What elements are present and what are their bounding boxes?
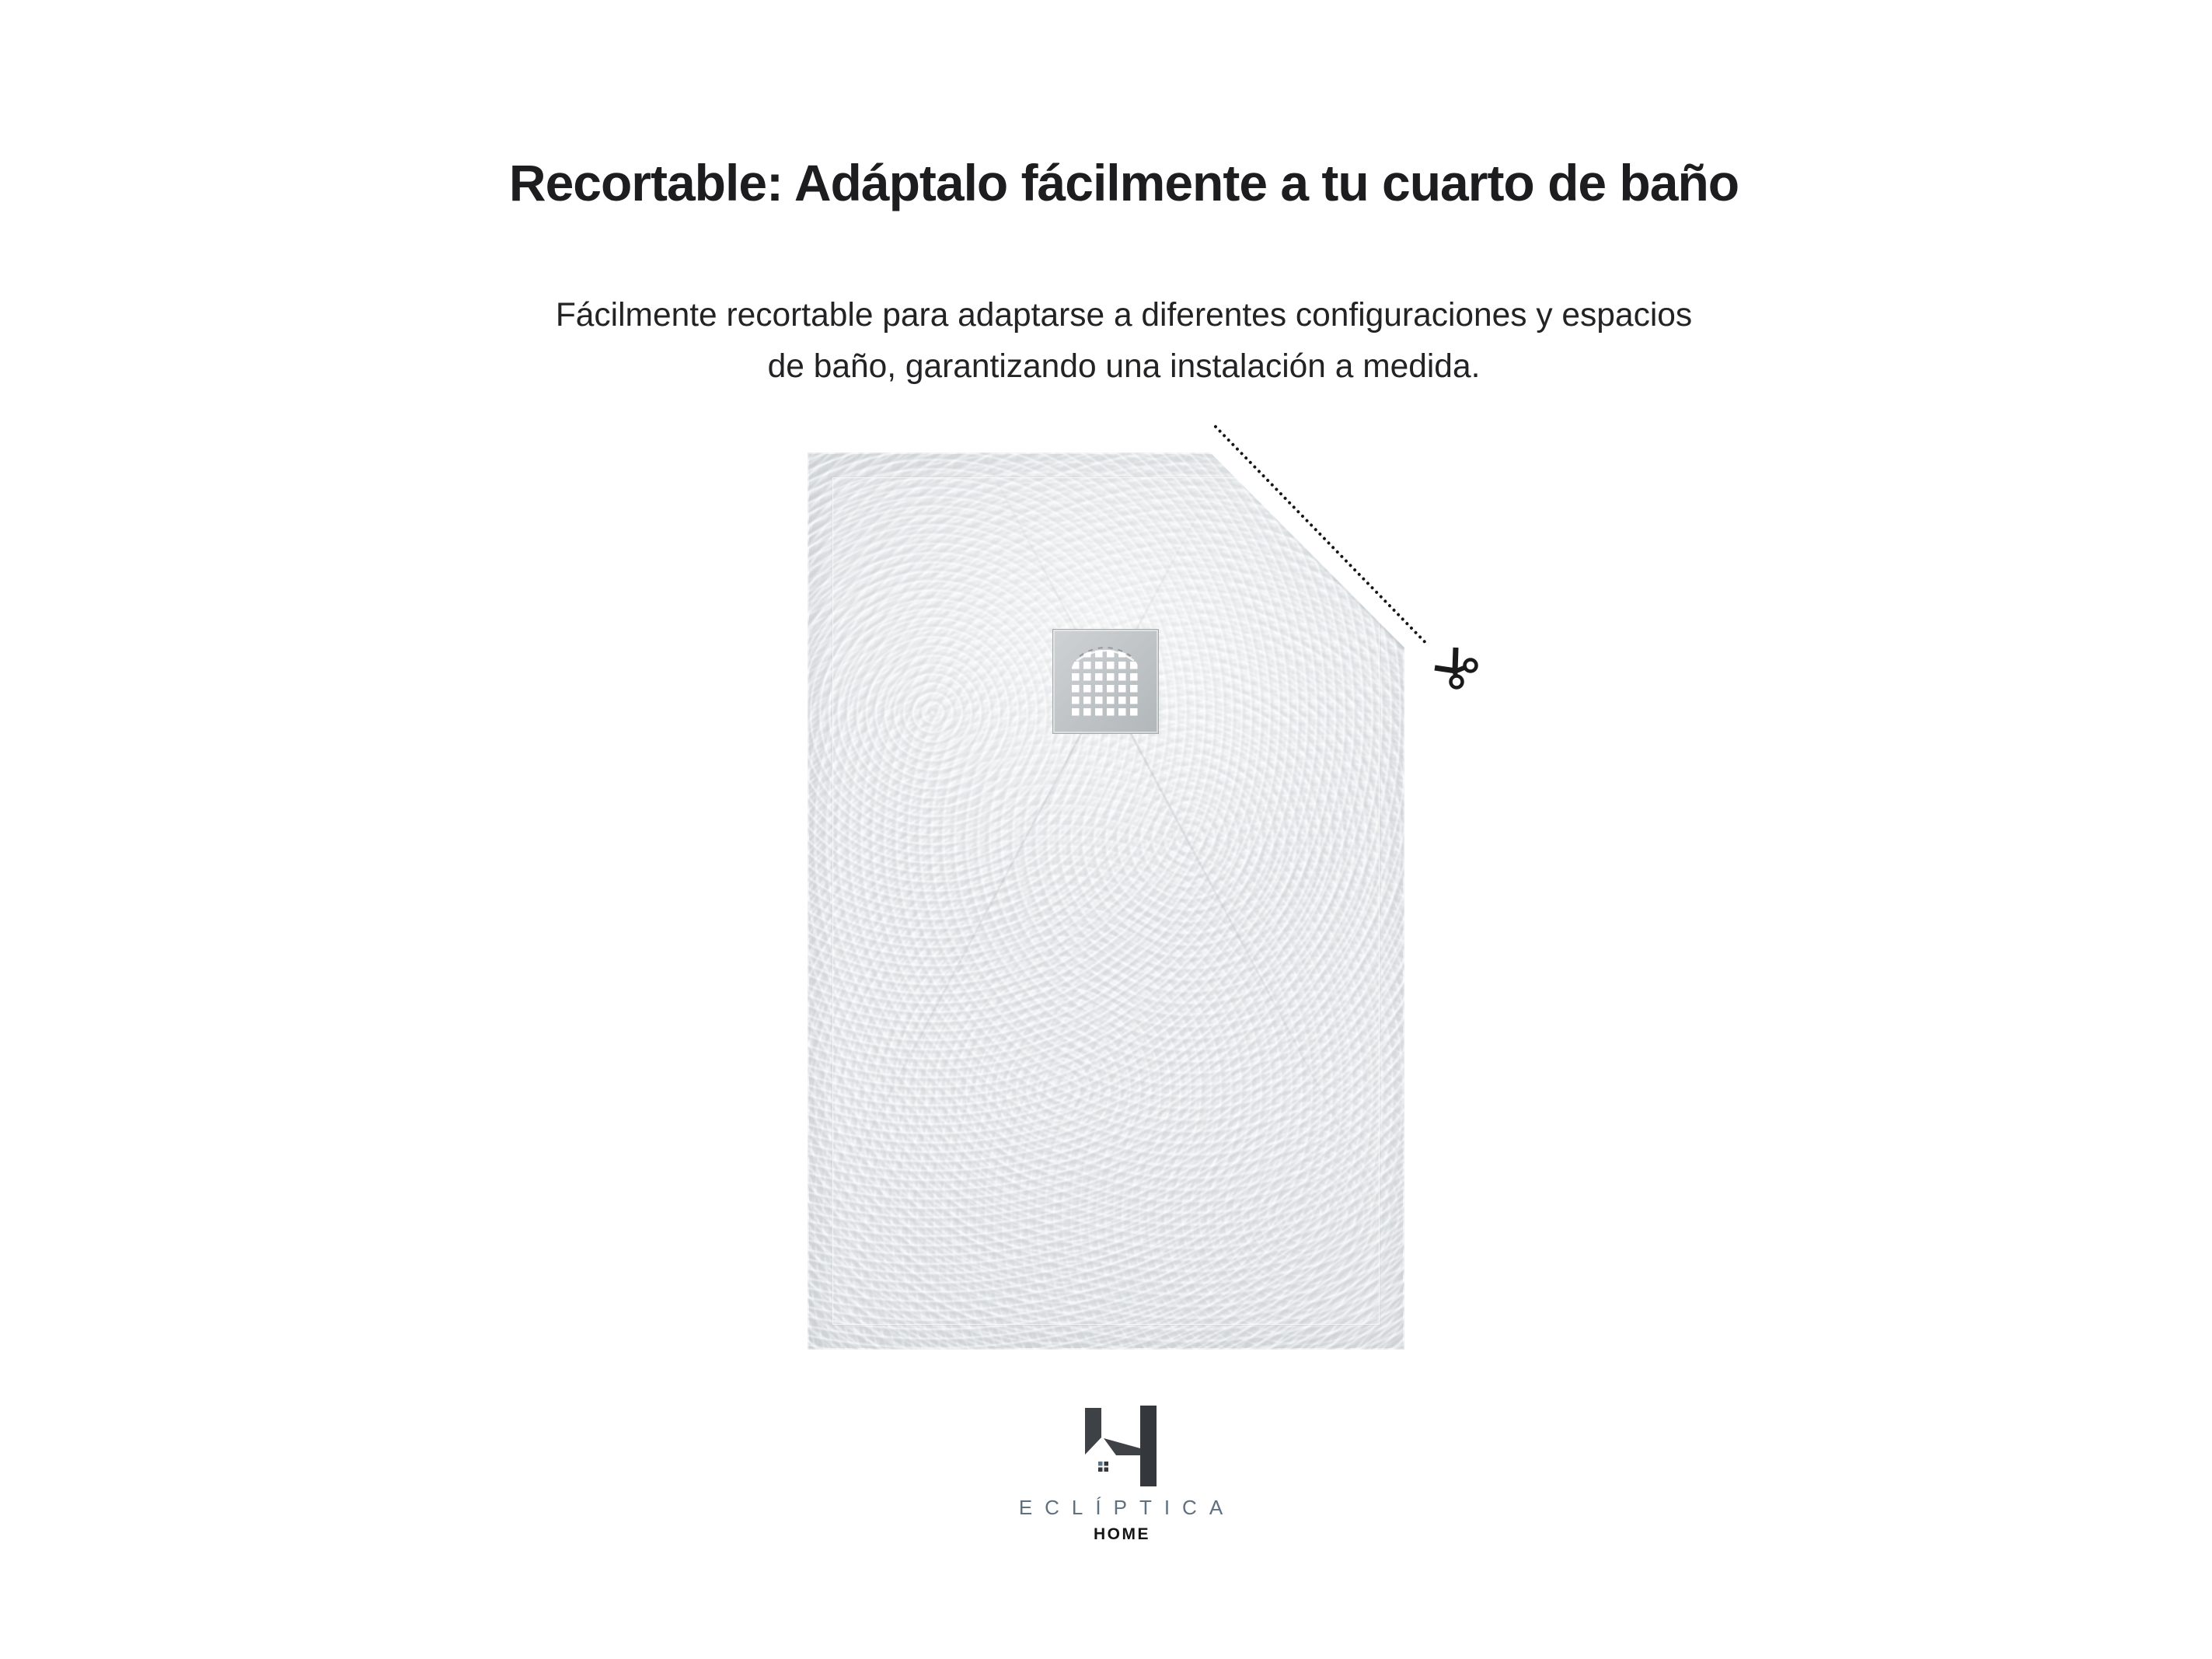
scissors-icon — [1432, 644, 1480, 690]
brand-name: ECLÍPTICA — [1018, 1496, 1236, 1519]
tray-inner-border — [832, 477, 1380, 1325]
subtitle-line-1: Fácilmente recortable para adaptarse a diferentes configuraciones y espacios — [555, 296, 1693, 334]
shower-tray-image — [808, 452, 1404, 1350]
brand-logo — [965, 1406, 1276, 1545]
subtitle-line-2: de baño, garantizando una instalación a medida. — [767, 348, 1481, 385]
page-subtitle — [36, 290, 2212, 393]
house-h-monogram-icon — [1085, 1406, 1157, 1486]
drain-grate-icon — [1053, 630, 1158, 733]
brand-tagline: HOME — [1094, 1525, 1150, 1543]
drain-grate-holes — [1053, 630, 1158, 733]
page-title: Recortable: Adáptalo fácilmente a tu cuarto de baño — [508, 154, 1739, 212]
